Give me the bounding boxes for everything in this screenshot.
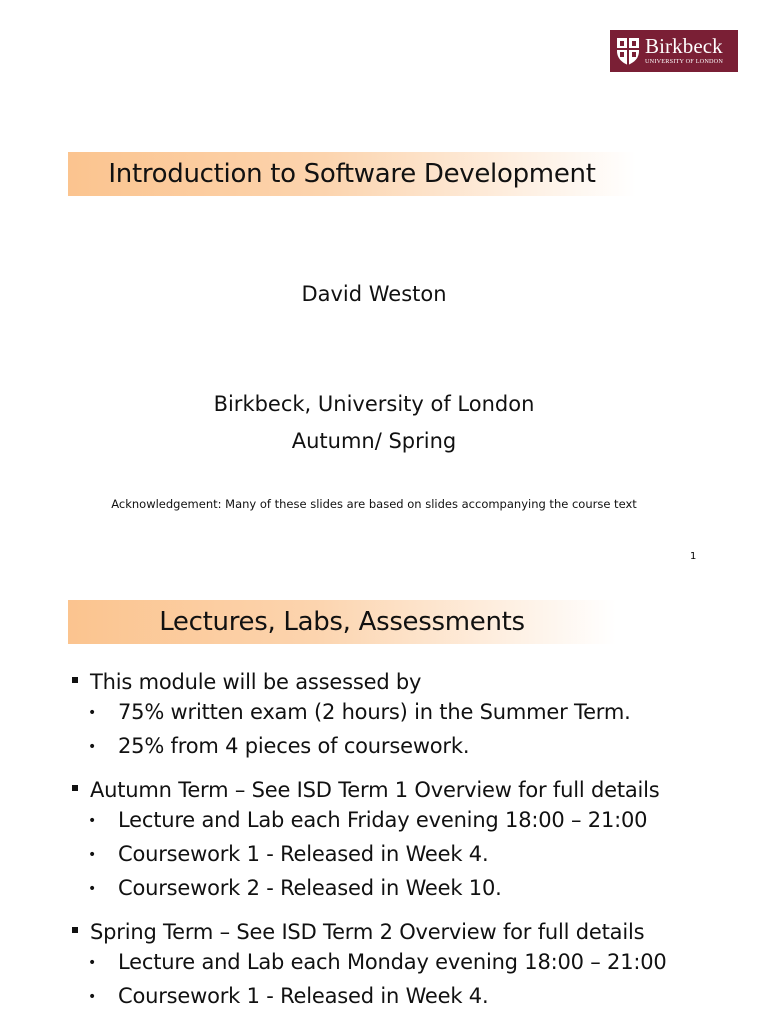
square-bullet-icon [72,785,78,791]
list-item [70,670,760,700]
sub-list-item-text: 25% from 4 pieces of coursework. [118,734,470,758]
sub-list-item [70,700,760,734]
bullet-icon: • [88,813,97,829]
birkbeck-logo [610,30,738,72]
term: Autumn/ Spring [291,429,457,453]
square-bullet-icon [72,927,78,933]
list-item-text: This module will be assessed by [90,670,422,694]
logo-subtitle: UNIVERSITY OF LONDON [645,58,724,66]
sub-list-item [70,842,760,876]
sub-list-item [70,950,760,984]
crest-icon [615,36,641,66]
slide1-title: Introduction to Software Development [68,152,636,196]
sub-list-item-text: Coursework 1 - Released in Week 4. [118,984,489,1008]
bullet-icon: • [88,989,97,1005]
sub-list-item [70,808,760,842]
acknowledgement: Acknowledgement: Many of these slides are based on slides accompanying the course text [111,497,637,511]
sub-list-item-text: Coursework 2 - Released in Week 10. [118,876,502,900]
list-item [70,920,760,950]
sub-list-item-text: Coursework 1 - Released in Week 4. [118,842,489,866]
list-item-text: Autumn Term – See ISD Term 1 Overview for full details [90,778,660,802]
page-number: 1 [690,551,697,562]
slide2-title: Lectures, Labs, Assessments [68,600,616,644]
bullet-icon: • [88,739,97,755]
sub-list-item [70,734,760,768]
sub-list-item-text: 75% written exam (2 hours) in the Summer Term. [118,700,631,724]
logo-name: Birkbeck [645,34,723,59]
bullet-icon: • [88,705,97,721]
list-item-text: Spring Term – See ISD Term 2 Overview for full details [90,920,645,944]
bullet-icon: • [88,881,97,897]
sub-list-item [70,984,760,1018]
bullet-icon: • [88,847,97,863]
sub-list-item [70,876,760,910]
author-name: David Weston [301,282,447,306]
list-item [70,778,760,808]
sub-list-item-text: Lecture and Lab each Monday evening 18:00 – 21:00 [118,950,667,974]
assessment-list [70,670,760,1018]
sub-list-item-text: Lecture and Lab each Friday evening 18:00 – 21:00 [118,808,648,832]
bullet-icon: • [88,955,97,971]
institution: Birkbeck, University of London [213,392,535,416]
square-bullet-icon [72,677,78,683]
